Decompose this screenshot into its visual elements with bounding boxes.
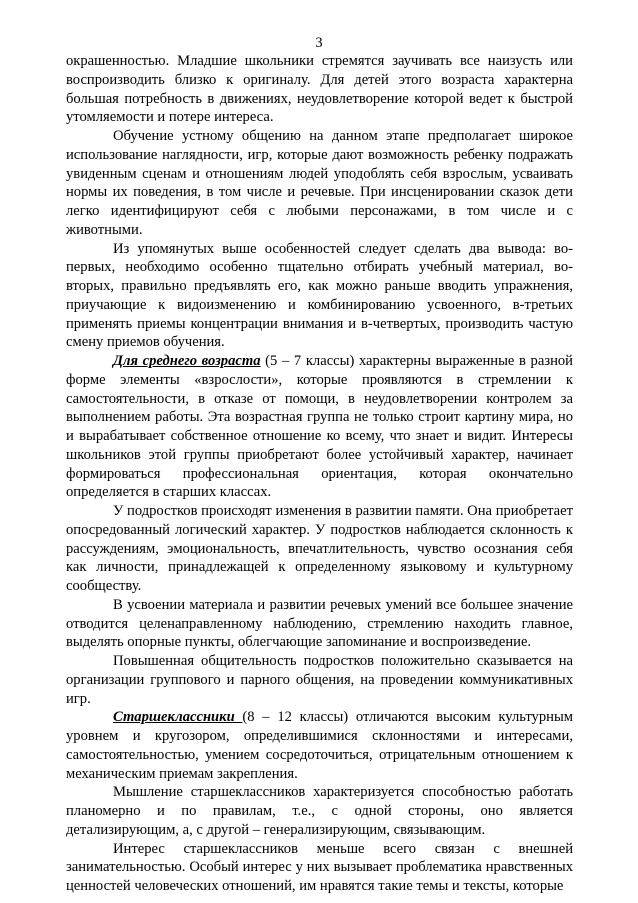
paragraph-5: У подростков происходят изменения в развитии памяти. Она приобретает опосредованный логический характер. У подростков наблюдается склонность к рассуждениям, эмоциональность, впечатлительность, чувство осознания себя как личности, принадлежащей к определенному языковому и культурному сообществу.: [66, 503, 573, 594]
body-text: [66, 52, 573, 896]
paragraph-4: [66, 352, 573, 502]
paragraph-9: Мышление старшеклассников характеризуется способностью работать планомерно и по правилам, т.е., с одной стороны, оно является детализирующим, а, с другой – генерализирующим, связывающим.: [66, 784, 573, 838]
paragraph-8-text: (8 – 12 классы) отличаются высоким культурным уровнем и кругозором, определившимися склонностями и интересами, самостоятельностью, умением сосредоточиться, отрицательным отношением к механическим приемам закрепления.: [66, 709, 573, 782]
paragraph-3: Из упомянутых выше особенностей следует сделать два вывода: во-первых, необходимо особенно тщательно отбирать учебный материал, во-вторых, правильно предъявлять его, как можно раньше вводить упражнения, приучающие к видоизменению и комбинированию усвоенного, в-третьих применять приемы концентрации внимания и в-четвертых, производить частую смену приемов обучения.: [66, 240, 573, 351]
paragraph-8: [66, 708, 573, 783]
term-seniors: Старшеклассники: [113, 709, 243, 726]
term-middle-age: Для среднего возраста: [113, 353, 261, 369]
paragraph-2: Обучение устному общению на данном этапе предполагает широкое использование наглядности, игр, которые дают возможность ребенку подражать увиденным сценам и отношениям людей уподоблять себя взрослым, усваивать нормы их поведения, в том числе и речевые. При инсценировании сказок дети легко идентифицируют себя с любыми персонажами, в том числе и с животными.: [66, 128, 573, 238]
paragraph-10: Интерес старшеклассников меньше всего связан с внешней занимательностью. Особый интерес у них вызывает проблематика нравственных ценностей человеческих отношений, им нравятся такие темы и тексты, которые: [66, 840, 573, 894]
paragraph-6: В усвоении материала и развитии речевых умений все большее значение отводится целенаправленному наблюдению, стремлению находить главное, выделять опорные пункты, облегчающие запоминание и воспроизведение.: [66, 596, 573, 651]
page-number: 3: [315, 35, 323, 51]
paragraph-7: Повышенная общительность подростков положительно сказывается на организации группового и парного общения, на проведении коммуникативных игр.: [66, 653, 573, 707]
paragraph-4-text: (5 – 7 классы) характерны выраженные в разной форме элементы «взрослости», которые проявляются в стремлении к самостоятельности, в отказе от помощи, в неудовлетворении контролем за выполнением работы. Эта возрастная группа не только строит картину мира, но и вырабатывает собственное отношение ко всему, что знает и видит. Интересы школьников этой группы приобретают более устойчивый характер, начинает формироваться профессиональная ориентация, которая окончательно определяется в старших классах.: [66, 353, 573, 501]
paragraph-1: окрашенностью. Младшие школьники стремятся заучивать все наизусть или воспроизводить близко к оригиналу. Для детей этого возраста характерна большая потребность в движениях, неудовлетворение которой ведет к быстрой утомляемости и потере интереса.: [66, 53, 573, 126]
